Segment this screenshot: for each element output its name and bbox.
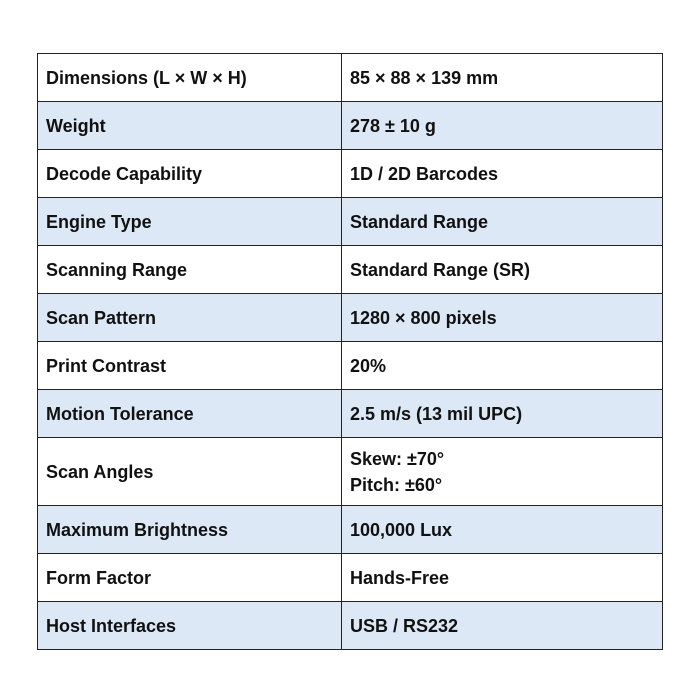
- spec-label: Dimensions (L × W × H): [38, 54, 342, 102]
- pitch-angle: Pitch: ±60°: [350, 474, 443, 495]
- spec-row-scanning-range: [38, 246, 663, 294]
- spec-row-form-factor: [38, 554, 663, 602]
- spec-value: 1D / 2D Barcodes: [342, 150, 663, 198]
- spec-value: Hands-Free: [342, 554, 663, 602]
- spec-row-print-contrast: [38, 342, 663, 390]
- spec-value: 2.5 m/s (13 mil UPC): [342, 390, 663, 438]
- spec-label: Decode Capability: [38, 150, 342, 198]
- spec-label: Motion Tolerance: [38, 390, 342, 438]
- spec-label: Weight: [38, 102, 342, 150]
- spec-row-maximum-brightness: [38, 506, 663, 554]
- spec-row-host-interfaces: [38, 602, 663, 650]
- spec-value: 1280 × 800 pixels: [342, 294, 663, 342]
- spec-label: Host Interfaces: [38, 602, 342, 650]
- spec-value: 100,000 Lux: [342, 506, 663, 554]
- spec-label: Scan Pattern: [38, 294, 342, 342]
- spec-label: Scanning Range: [38, 246, 342, 294]
- spec-label: Engine Type: [38, 198, 342, 246]
- spec-value: 20%: [342, 342, 663, 390]
- spec-row-weight: [38, 102, 663, 150]
- spec-label: Print Contrast: [38, 342, 342, 390]
- spec-row-scan-pattern: [38, 294, 663, 342]
- spec-row-engine-type: [38, 198, 663, 246]
- spec-value: 278 ± 10 g: [342, 102, 663, 150]
- spec-table: [37, 53, 663, 650]
- spec-value: Standard Range: [342, 198, 663, 246]
- skew-angle: Skew: ±70°: [350, 448, 445, 469]
- spec-value: USB / RS232: [342, 602, 663, 650]
- spec-value: [342, 438, 663, 506]
- spec-row-scan-angles: [38, 438, 663, 506]
- spec-label: Maximum Brightness: [38, 506, 342, 554]
- spec-row-decode-capability: [38, 150, 663, 198]
- spec-row-motion-tolerance: [38, 390, 663, 438]
- spec-label: Scan Angles: [38, 438, 342, 506]
- spec-value: Standard Range (SR): [342, 246, 663, 294]
- spec-label: Form Factor: [38, 554, 342, 602]
- spec-value: 85 × 88 × 139 mm: [342, 54, 663, 102]
- spec-row-dimensions: [38, 54, 663, 102]
